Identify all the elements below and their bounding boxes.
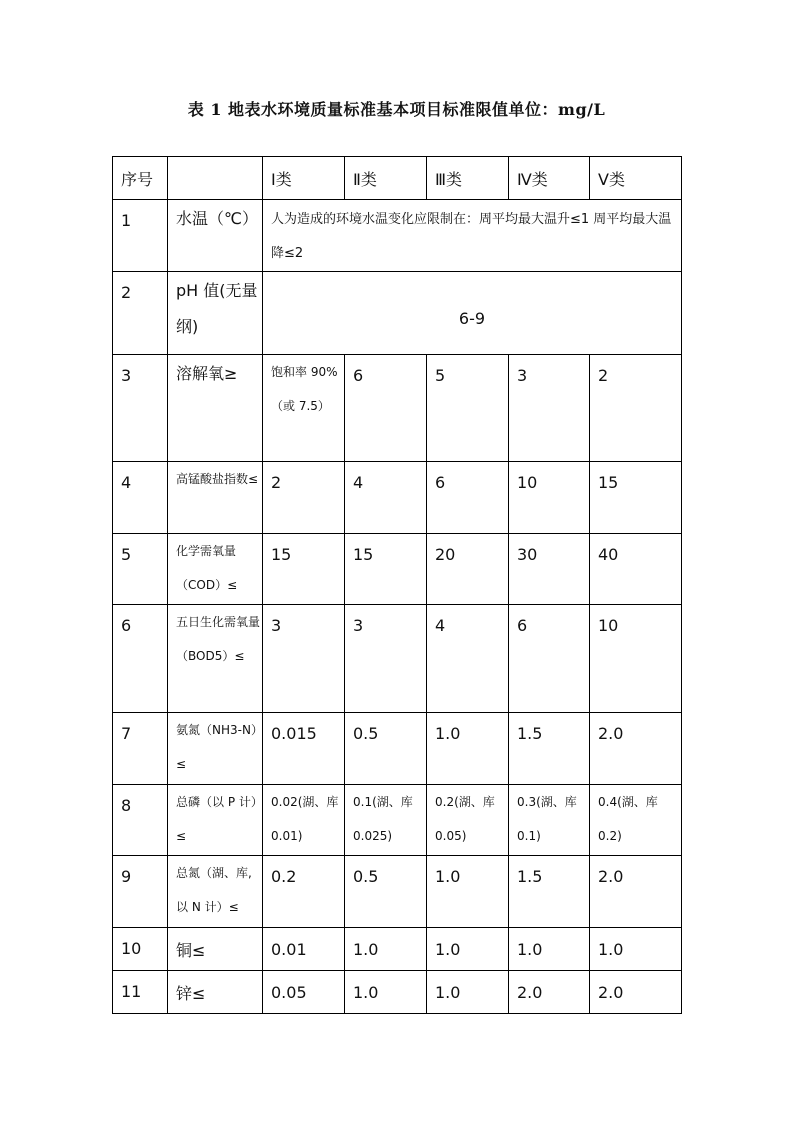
table-row xyxy=(113,534,682,605)
row-no: 11 xyxy=(113,971,168,1014)
row-item: 溶解氧≥ xyxy=(168,355,263,462)
row-item: 氨氮（NH3-N）≤ xyxy=(168,713,263,785)
row-no: 5 xyxy=(113,534,168,605)
cell-class-3: 1.0 xyxy=(427,856,509,928)
cell-class-3: 20 xyxy=(427,534,509,605)
cell-class-3: 4 xyxy=(427,605,509,713)
table-row xyxy=(113,785,682,856)
cell-class-2: 1.0 xyxy=(345,971,427,1014)
cell-class-4: 30 xyxy=(509,534,590,605)
table-row xyxy=(113,856,682,928)
cell-class-2: 0.5 xyxy=(345,713,427,785)
header-no: 序号 xyxy=(113,157,168,200)
cell-class-2: 0.5 xyxy=(345,856,427,928)
page-title: 表 1 地表水环境质量标准基本项目标准限值单位：mg/L xyxy=(187,100,606,119)
table-row xyxy=(113,272,682,355)
cell-class-1: 0.01 xyxy=(263,928,345,971)
cell-class-4: 1.5 xyxy=(509,856,590,928)
table-row xyxy=(113,971,682,1014)
row-no: 10 xyxy=(113,928,168,971)
cell-class-1: 15 xyxy=(263,534,345,605)
cell-class-3: 1.0 xyxy=(427,713,509,785)
cell-class-4: 0.3(湖、库 0.1) xyxy=(509,785,590,856)
cell-class-2: 1.0 xyxy=(345,928,427,971)
header-class-3: Ⅲ类 xyxy=(427,157,509,200)
cell-class-3: 1.0 xyxy=(427,928,509,971)
row-no: 8 xyxy=(113,785,168,856)
cell-class-2: 6 xyxy=(345,355,427,462)
row-no: 9 xyxy=(113,856,168,928)
cell-class-2: 4 xyxy=(345,462,427,534)
row-no: 7 xyxy=(113,713,168,785)
cell-class-2: 3 xyxy=(345,605,427,713)
row-note: 人为造成的环境水温变化应限制在：周平均最大温升≤1 周平均最大温降≤2 xyxy=(263,200,682,272)
cell-class-5: 0.4(湖、库 0.2) xyxy=(590,785,682,856)
cell-class-5: 40 xyxy=(590,534,682,605)
cell-class-3: 0.2(湖、库 0.05) xyxy=(427,785,509,856)
row-no: 2 xyxy=(113,272,168,355)
table-row xyxy=(113,605,682,713)
cell-class-4: 1.5 xyxy=(509,713,590,785)
header-class-1: Ⅰ类 xyxy=(263,157,345,200)
cell-class-4: 6 xyxy=(509,605,590,713)
header-class-5: Ⅴ类 xyxy=(590,157,682,200)
table-row xyxy=(113,355,682,462)
cell-class-3: 5 xyxy=(427,355,509,462)
cell-class-1: 0.02(湖、库 0.01) xyxy=(263,785,345,856)
row-item: 高锰酸盐指数≤ xyxy=(168,462,263,534)
row-item: 锌≤ xyxy=(168,971,263,1014)
cell-class-1: 饱和率 90%（或 7.5） xyxy=(263,355,345,462)
row-merged-value: 6-9 xyxy=(263,272,682,355)
cell-class-4: 10 xyxy=(509,462,590,534)
row-item: pH 值(无量纲) xyxy=(168,272,263,355)
cell-class-5: 2.0 xyxy=(590,856,682,928)
row-no: 1 xyxy=(113,200,168,272)
cell-class-1: 0.05 xyxy=(263,971,345,1014)
row-item: 铜≤ xyxy=(168,928,263,971)
header-item xyxy=(168,157,263,200)
row-item: 水温（℃） xyxy=(168,200,263,272)
row-item: 化学需氧量（COD）≤ xyxy=(168,534,263,605)
cell-class-2: 15 xyxy=(345,534,427,605)
row-no: 6 xyxy=(113,605,168,713)
cell-class-1: 2 xyxy=(263,462,345,534)
cell-class-5: 15 xyxy=(590,462,682,534)
cell-class-1: 3 xyxy=(263,605,345,713)
cell-class-5: 2.0 xyxy=(590,971,682,1014)
row-item: 五日生化需氧量（BOD5）≤ xyxy=(168,605,263,713)
cell-class-5: 2.0 xyxy=(590,713,682,785)
row-item: 总磷（以 P 计）≤ xyxy=(168,785,263,856)
row-no: 3 xyxy=(113,355,168,462)
row-item: 总氮（湖、库,以 N 计）≤ xyxy=(168,856,263,928)
cell-class-4: 3 xyxy=(509,355,590,462)
cell-class-5: 10 xyxy=(590,605,682,713)
header-class-2: Ⅱ类 xyxy=(345,157,427,200)
cell-class-1: 0.015 xyxy=(263,713,345,785)
cell-class-3: 1.0 xyxy=(427,971,509,1014)
cell-class-2: 0.1(湖、库 0.025) xyxy=(345,785,427,856)
cell-class-5: 2 xyxy=(590,355,682,462)
table-row xyxy=(113,713,682,785)
table-row xyxy=(113,928,682,971)
table-row xyxy=(113,200,682,272)
cell-class-5: 1.0 xyxy=(590,928,682,971)
cell-class-1: 0.2 xyxy=(263,856,345,928)
cell-class-4: 2.0 xyxy=(509,971,590,1014)
cell-class-4: 1.0 xyxy=(509,928,590,971)
table-row xyxy=(113,462,682,534)
row-no: 4 xyxy=(113,462,168,534)
header-row xyxy=(113,157,682,200)
water-quality-table xyxy=(112,156,682,1014)
header-class-4: Ⅳ类 xyxy=(509,157,590,200)
cell-class-3: 6 xyxy=(427,462,509,534)
